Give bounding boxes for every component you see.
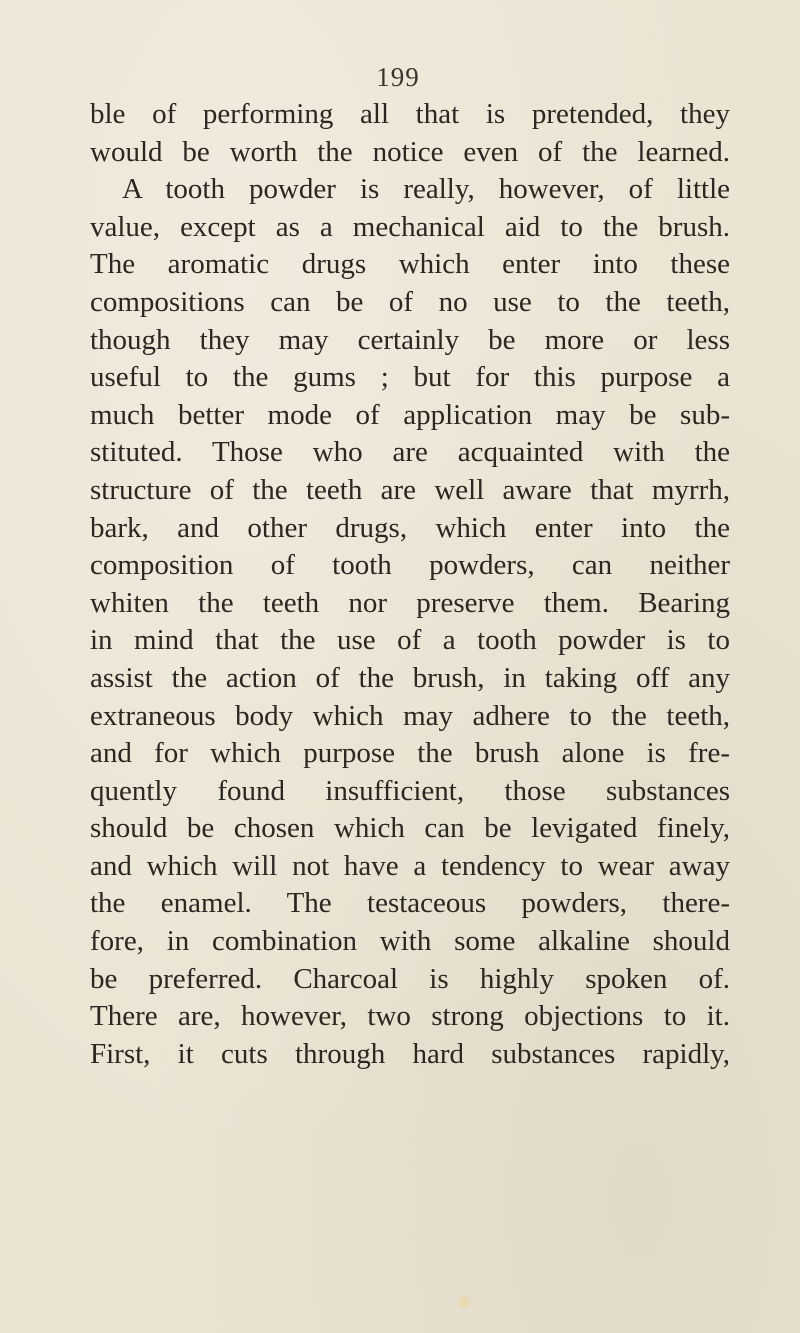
text-line: useful to the gums ; but for this purpose a	[90, 361, 730, 394]
text-line: quently found insufficient, those substances	[90, 774, 730, 807]
text-line: First, it cuts through hard substances rapidly,	[90, 1037, 730, 1070]
text-line: The aromatic drugs which enter into these	[90, 248, 730, 281]
text-line: A tooth powder is really, however, of little	[122, 173, 730, 206]
text-line: much better mode of application may be sub-	[90, 398, 730, 431]
text-line: bark, and other drugs, which enter into the	[90, 511, 730, 544]
text-line: and which will not have a tendency to wear away	[90, 849, 730, 882]
text-line: extraneous body which may adhere to the teeth,	[90, 699, 730, 732]
text-line: stituted. Those who are acquainted with the	[90, 436, 730, 469]
text-line: fore, in combination with some alkaline should	[90, 925, 730, 958]
text-line: There are, however, two strong objections to it.	[90, 1000, 730, 1033]
text-line: and for which purpose the brush alone is fre-	[90, 737, 730, 770]
text-line: in mind that the use of a tooth powder is to	[90, 624, 730, 657]
text-line: though they may certainly be more or less	[90, 323, 730, 356]
text-line: structure of the teeth are well aware that myrrh,	[90, 473, 730, 506]
text-line: would be worth the notice even of the learned.	[90, 135, 730, 168]
text-line: should be chosen which can be levigated finely,	[90, 812, 730, 845]
page-number: 199	[376, 62, 420, 92]
text-line: compositions can be of no use to the teeth,	[90, 285, 730, 318]
text-line: whiten the teeth nor preserve them. Bearing	[90, 586, 730, 619]
text-line: assist the action of the brush, in taking off any	[90, 661, 730, 694]
text-line: composition of tooth powders, can neither	[90, 549, 730, 582]
paper-stain	[458, 1296, 470, 1308]
text-line: be preferred. Charcoal is highly spoken of.	[90, 962, 730, 995]
text-line: the enamel. The testaceous powders, there-	[90, 887, 730, 920]
text-line: value, except as a mechanical aid to the brush.	[90, 210, 730, 243]
body-text	[90, 96, 730, 1073]
text-line: ble of performing all that is pretended, they	[90, 98, 730, 130]
